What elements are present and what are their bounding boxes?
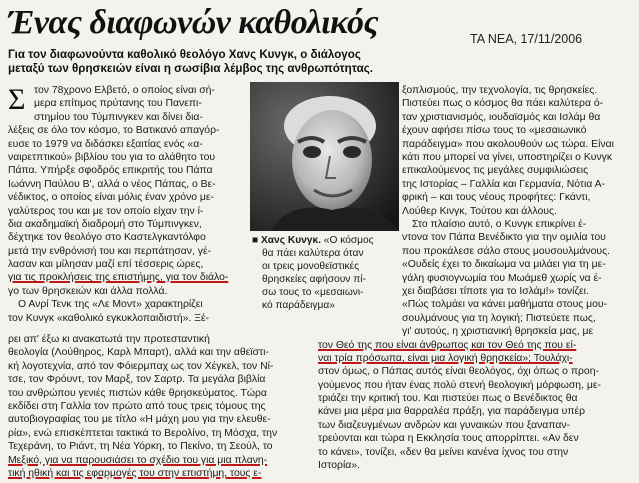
body-column-1 <box>8 84 244 325</box>
subhead-line: Για τον διαφωνούντα καθολικό θεολόγο Χανς Κυνγκ, ο διάλογος <box>8 48 361 61</box>
text-line: ξοπλισμούς, την τεχνολογία, τις θρησκείες. <box>402 85 598 96</box>
caption-lead: ■ Χανς Κυνγκ. <box>252 235 321 246</box>
text-line: χει διαβάσει τίποτε για το Ισλάμ!» τονίζει. <box>402 285 589 297</box>
text-line: Στο πλαίσιο αυτό, ο Κυνγκ επικρίνει έ- <box>412 219 587 230</box>
underlined-text: τον Θεό της που είναι άνθρωπος και τον Θεό της που εί- <box>318 339 577 351</box>
text-line: Τεχεράνη, το Ριάντ, τη Νέα Υόρκη, το Πεκίνο, τη Σεούλ, το <box>8 441 273 453</box>
caption-text: «Ο κόσμος <box>320 235 374 246</box>
text-line: της Ιστορίας – Γαλλία και Γερμανία, Νότια Α- <box>402 178 605 190</box>
text-line: ταν χριστιανισμός, ιουδαϊσμός και Ισλάμ θα <box>402 111 601 123</box>
text-line: γαλύτερος του και με τον οποίο είχαν την ί- <box>8 205 204 217</box>
text-line: Ιωάννη Παύλου Β', αλλά ο νέος Πάπας, ο Βε- <box>8 178 216 190</box>
underlined-text-line: τική ηθική και τις εφαρμογές του στην επιστήμη, τους ε- <box>8 467 262 479</box>
caption-line: θα πάει καλύτερα όταν <box>262 248 364 259</box>
text-line: Πάπα. Υπήρξε σφοδρός επικριτής του Πάπα <box>8 165 213 177</box>
text-line: φρική – και τους νέους προφήτες: Γκάντι, <box>402 192 591 204</box>
caption-line: θρησκείες αφήσουν πί- <box>262 274 366 285</box>
text-line: στημίου του Τύμπινγκεν και δίνει δια- <box>34 111 203 123</box>
portrait-photo <box>250 82 399 231</box>
text-line: τρεύονται και τώρα η Εκκλησία τους απορρίπτει. «Αν δεν <box>318 433 579 445</box>
text-line: θεολογία (Λούθηρος, Καρλ Μπαρτ), αλλά και την αθεϊστι- <box>8 347 269 359</box>
caption-line: οι τρεις μονοθεϊστικές <box>262 261 360 272</box>
text-line: μερα επίτιμος πρύτανης του Πανεπι- <box>34 98 202 110</box>
text-line: «Ουδείς έχει το δικαίωμα να μιλάει για τη με- <box>402 259 606 271</box>
text-line: «Πώς τολμάει να κάνει μαθήματα στους μου- <box>402 299 608 311</box>
text-line: των διαζευγμένων ανδρών και γυναικών που ξαναπαν- <box>318 419 571 431</box>
subhead <box>8 48 428 76</box>
text-line: που προκάλεσε σάλο στους μουσουλμάνους. <box>402 245 610 257</box>
text-line: επικαλούμενος τις μεγάλες συμφιλιώσεις <box>402 165 589 177</box>
subhead-line: μεταξύ των θρησκειών είναι η σωσίβια λέμβος της ανθρωπότητας. <box>8 62 373 75</box>
text-line: Ιστορία». <box>318 460 360 472</box>
text-line: παράδειγμα» που ακολουθούν ως τώρα. Είναι <box>402 138 614 150</box>
text-line: ρία», ενώ επισκέπτεται τακτικά το Βερολίνο, τη Μόσχα, την <box>8 427 278 439</box>
text-line: δέχτηκε τον θεολόγο στο Καστελγκαντόλφο <box>8 232 206 244</box>
text-line: Λούθερ Κινγκ, Τούτου και άλλους. <box>402 205 557 217</box>
body-column-2 <box>402 84 632 218</box>
source-date: ΤΑ ΝΕΑ, 17/11/2006 <box>470 32 583 46</box>
text-line: σουλμάνους για τη λογική; Πιστεύετε πως, <box>402 312 596 324</box>
body-column-3 <box>8 333 398 480</box>
text-line: τον 78χρονο Ελβετό, ο οποίος είναι σή- <box>34 85 215 96</box>
text-line: κάνει μια μέρα μια θαρραλέα πράξη, για παράδειγμα υπέρ <box>318 406 586 418</box>
text-line: ντονα τον Πάπα Βενέδικτο για την ομιλία του <box>402 232 606 244</box>
text-line: το κάνει», τονίζει, «δεν θα μείνει κανένα ίχνος του στην <box>318 446 569 458</box>
text-line: δια ακαδημαϊκή διαδρομή στο Τύμπινγκεν, <box>8 218 202 230</box>
text-line: τον Κυνγκ «καθολικό εγκυκλοπαιδιστή». Ξέ- <box>8 312 210 324</box>
text-line: Ο Ανρί Τενκ της «Λε Μοντ» χαρακτηρίζει <box>18 299 203 311</box>
text-line: λασαν και μίλησαν μαζί επί τέσσερις ώρες, <box>8 259 204 271</box>
underlined-text-line: Μεξικό, για να παρουσιάσει το σχέδιο του για μια πλανη- <box>8 454 268 466</box>
text-line: τσε, τον Φρόυντ, τον Μαρξ, τον Σαρτρ. Τα μεγάλα βιβλία <box>8 374 266 386</box>
text-line: έχουν αφήσει πίσω τους το «μεσαιωνικό <box>402 125 587 137</box>
text-line: γάλη φυσιογνωμία του Μωάμεθ χωρίς να έ- <box>402 272 602 284</box>
text-line: αυτοβιογραφίας του με τίτλο «Η μάχη μου για την ελευθε- <box>8 414 271 426</box>
text-line: ρει απ' έξω κι ανακατωτά την προτεσταντική <box>8 334 210 345</box>
text-line: γο των θρησκειών και άλλα πολλά. <box>8 285 168 297</box>
underlined-text: ναι τρία πρόσωπα, είναι μια λογική θρησκεία»; Τουλάχι- <box>318 352 573 364</box>
text-line: τριάζει την κριτική του. Και πιστεύει πως ο Βενέδικτος θα <box>318 393 578 405</box>
text-line: μετά την ενθρόνισή του και περπάτησαν, γέ- <box>8 245 212 257</box>
caption-line: σω τους το «μεσαιωνι- <box>262 287 364 298</box>
text-line: νέδικτος, ο οποίος είναι μόλις έναν χρόνο με- <box>8 192 215 204</box>
text-line: λέξεις σε όλο τον κόσμο, το Βατικανό απαγόρ- <box>8 125 220 137</box>
underlined-text-line: για τις προκλήσεις της επιστήμης, για τον διάλο- <box>8 272 229 284</box>
text-line: ναιρετπτικού» βιβλίου του για το αλάθητο του <box>8 151 216 163</box>
text-line: γι' αυτούς, η χριστιανική θρησκεία μας, με <box>402 326 594 338</box>
portrait-icon <box>250 82 399 231</box>
text-line: ευσε το 1979 να διδάσκει εξαιτίας ενός «α- <box>8 138 203 150</box>
text-line: του ανθρώπου γενιές πιστών κάθε θρησκεύματος. Τώρα <box>8 387 267 399</box>
text-line: Πιστεύει πως ο κόσμος θα πάει καλύτερα ό- <box>402 98 604 110</box>
text-line: κάτι που μπορεί να γίνει, υποστηρίζει ο Κυνγκ <box>402 151 613 163</box>
text-line: εκδίδει στη Γαλλία τον πρώτο από τους τρεις τόμους της <box>8 400 266 412</box>
text-line: κή λογοτεχνία, από τον Φόιερμπαχ ως τον Χέγκελ, τον Νί- <box>8 360 274 372</box>
caption-line: κό παράδειγμα» <box>262 300 335 311</box>
photo-caption <box>252 234 398 312</box>
text-line: γούμενος που ήταν ένας πολύ στενή θεολογική μόρφωση, με- <box>318 379 601 391</box>
headline: Ένας διαφωνών καθολικός <box>8 4 379 41</box>
text-line: στον όμως, ο Πάπας αυτός είναι θεολόγος, όχι όπως ο προη- <box>318 366 599 378</box>
drop-cap: Σ <box>8 83 26 116</box>
